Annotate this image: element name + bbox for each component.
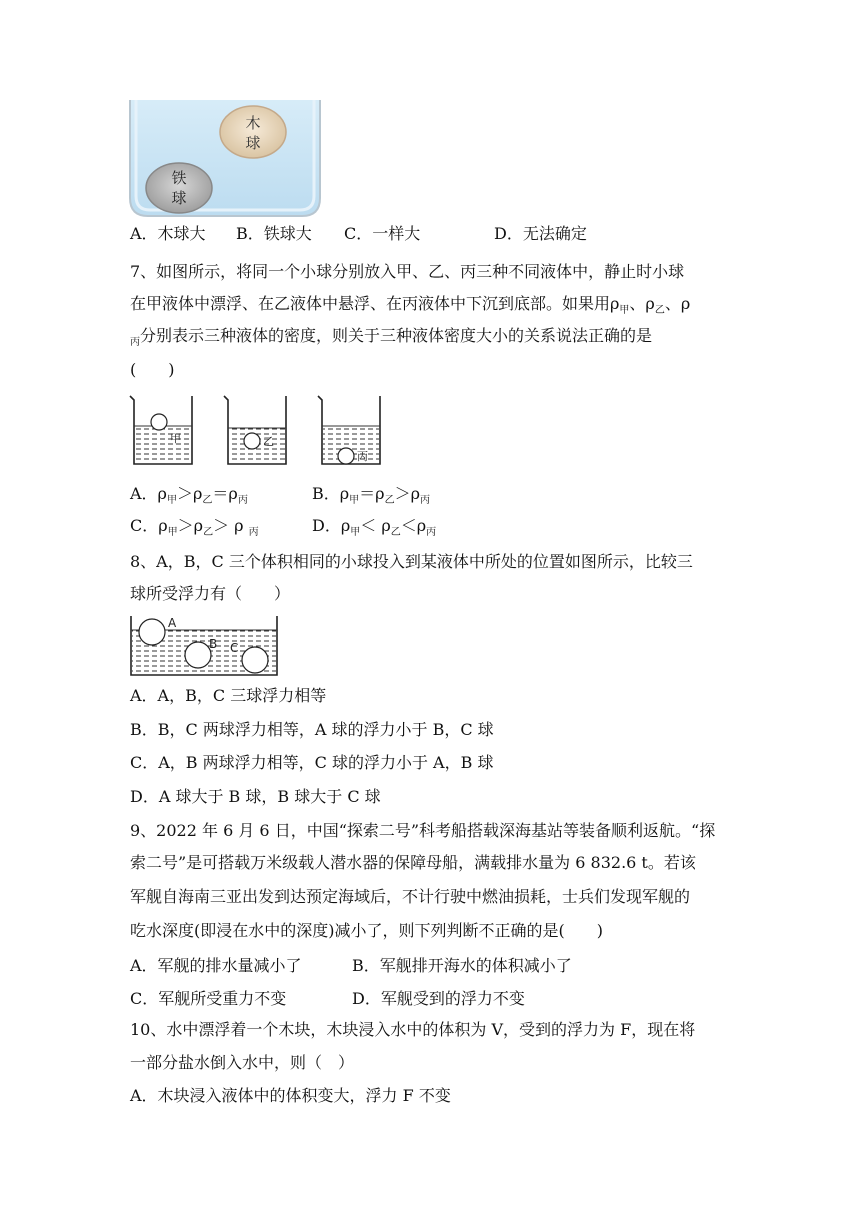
- q7-line-3: $_丙$分别表示三种液体的密度，则关于三种液体密度大小的关系说法正确的是: [130, 326, 653, 348]
- q10-line-1: 10、水中漂浮着一个木块，木块浸入水中的体积为 V，受到的浮力为 F，现在将: [130, 1020, 696, 1039]
- svg-text:丙: 丙: [357, 450, 368, 463]
- q9-option-b: B．军舰排开海水的体积减小了: [352, 956, 572, 975]
- q9-line-1: 9、2022 年 6 月 6 日，中国“探索二号”科考船搭载深海基站等装备顺利返航。“探: [130, 821, 716, 840]
- svg-text:C: C: [230, 641, 239, 655]
- ball-b: [185, 642, 211, 668]
- q7-option-a: A．$\rho_甲>\rho_乙=\rho_丙$: [130, 484, 248, 506]
- q7-beakers-figure: [128, 392, 398, 470]
- wood-ball-label-2: 球: [245, 134, 261, 152]
- beaker-bing: [318, 396, 380, 464]
- q8-option-d: D．A 球大于 B 球，B 球大于 C 球: [130, 787, 381, 806]
- q6-option-d: D．无法确定: [494, 224, 587, 243]
- q8-line-1: 8、A，B，C 三个体积相同的小球投入到某液体中所处的位置如图所示，比较三: [130, 552, 693, 571]
- iron-ball-label-2: 球: [171, 189, 187, 207]
- q7-option-c: C．$\rho_甲>\rho_乙> \rho$ $_丙$: [130, 516, 259, 538]
- svg-text:甲: 甲: [170, 432, 181, 445]
- q7-line-2: 在甲液体中漂浮、在乙液体中悬浮、在丙液体中下沉到底部。如果用$\rho_甲$、$\rho_乙$、ρ: [130, 294, 691, 316]
- svg-text:B: B: [209, 637, 218, 651]
- beaker-jia: [130, 396, 192, 464]
- ball-a: [139, 619, 165, 645]
- q9-line-2: 索二号”是可搭载万米级载人潜水器的保障母船，满载排水量为 6 832.6 t。若该: [130, 853, 696, 872]
- q8-line-2: 球所受浮力有（ ）: [130, 584, 291, 603]
- q8-figure: [128, 614, 280, 678]
- q7-option-b: B．$\rho_甲=\rho_乙>\rho_丙$: [312, 484, 431, 506]
- wood-ball-label-1: 木: [245, 114, 261, 132]
- q10-line-2: 一部分盐水倒入水中，则（ ）: [130, 1053, 355, 1072]
- q9-option-d: D．军舰受到的浮力不变: [352, 989, 525, 1008]
- q6-figure: [126, 100, 326, 220]
- q7-paren: ( ): [130, 360, 175, 379]
- q10-option-a: A．木块浸入液体中的体积变大，浮力 F 不变: [130, 1086, 451, 1105]
- q7-line-1: 7、如图所示，将同一个小球分别放入甲、乙、丙三种不同液体中，静止时小球: [130, 262, 685, 281]
- beaker-yi: [224, 396, 286, 464]
- q8-option-a: A．A，B，C 三球浮力相等: [130, 686, 327, 705]
- q9-line-3: 军舰自海南三亚出发到达预定海域后，不计行驶中燃油损耗，士兵们发现军舰的: [130, 887, 691, 906]
- q9-line-4: 吃水深度(即浸在水中的深度)减小了，则下列判断不正确的是( ): [130, 921, 603, 940]
- q7-option-d: D．$\rho_甲< \rho_乙<\rho_丙$: [312, 516, 437, 538]
- q9-option-a: A．军舰的排水量减小了: [130, 956, 302, 975]
- svg-text:A: A: [168, 616, 177, 630]
- q6-option-c: C．一样大: [344, 224, 421, 243]
- q6-option-b: B．铁球大: [236, 224, 312, 243]
- q9-option-c: C．军舰所受重力不变: [130, 989, 287, 1008]
- iron-ball-label-1: 铁: [171, 169, 187, 187]
- q6-option-a: A．木球大: [130, 224, 206, 243]
- q8-option-b: B．B，C 两球浮力相等，A 球的浮力小于 B，C 球: [130, 720, 494, 739]
- svg-text:乙: 乙: [263, 435, 274, 448]
- q8-option-c: C．A，B 两球浮力相等，C 球的浮力小于 A，B 球: [130, 753, 494, 772]
- ball-c: [242, 647, 268, 673]
